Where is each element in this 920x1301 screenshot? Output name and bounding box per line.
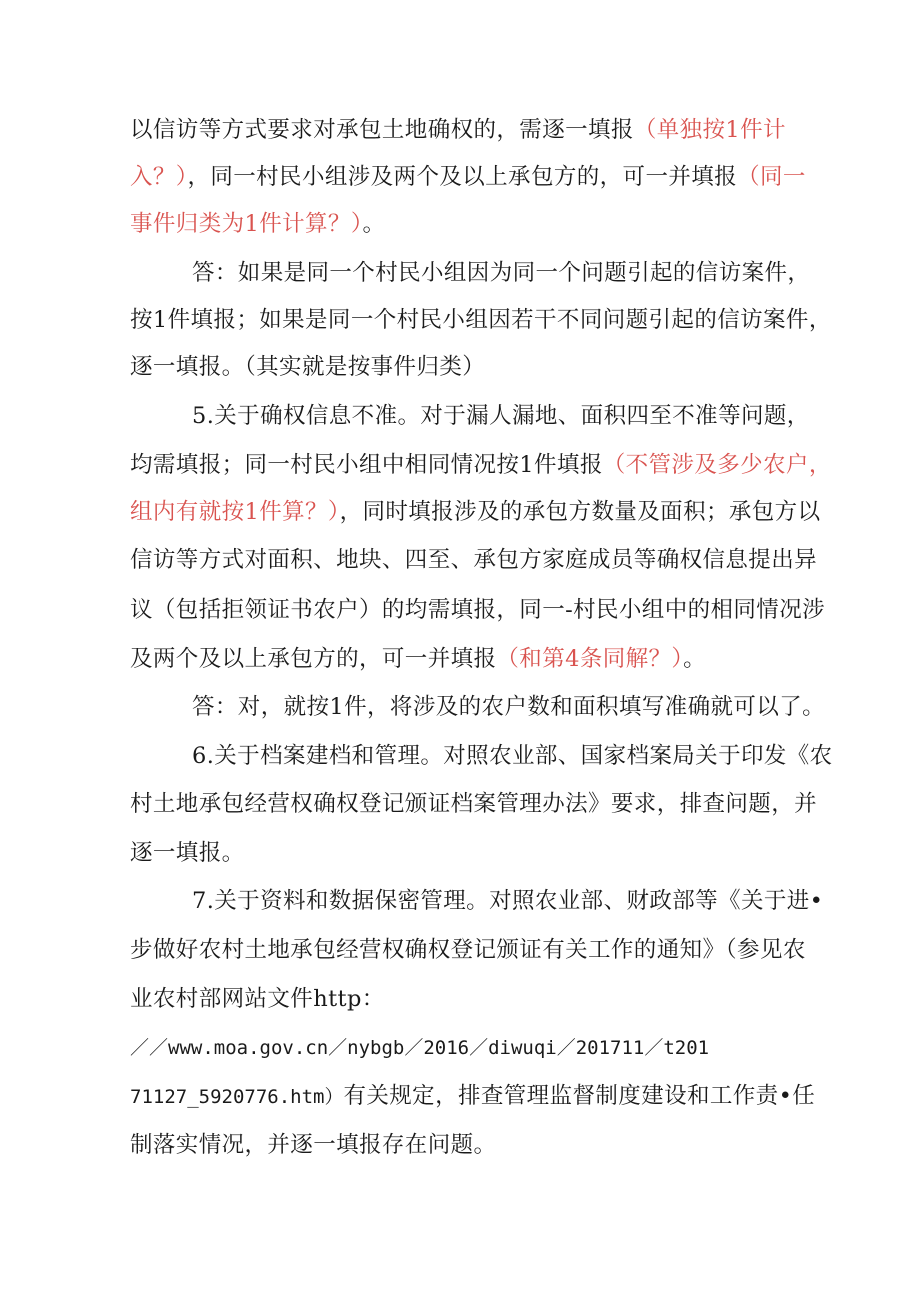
item-5-line-1: 5.关于确权信息不准。对于漏人漏地、面积四至不准等问题， xyxy=(192,403,810,429)
text: 以信访等方式要求对承包土地确权的，需逐一填报 xyxy=(130,117,634,143)
item-6-line-1: 6.关于档案建档和管理。对照农业部、国家档案局关于印发《农 xyxy=(192,743,833,769)
item-7-line-2: 步做好农村土地承包经营权确权登记颁证有关工作的通知》（参见农 xyxy=(130,937,806,963)
item-7-line-3: 业农村部网站文件http： xyxy=(130,986,385,1012)
annotation: 组内有就按1件算？） xyxy=(130,499,340,525)
text: ，同一村民小组涉及两个及以上承包方的，可一并填报 xyxy=(187,164,738,190)
paragraph-1-line-1 xyxy=(130,115,830,145)
item-5-line-3 xyxy=(130,497,830,527)
text: ，同时填报涉及的承包方数量及面积；承包方以 xyxy=(339,499,821,525)
annotation: （和第4条同解？） xyxy=(496,646,684,672)
item-6-line-3: 逐一填报。 xyxy=(130,840,245,866)
item-5-line-4: 信访等方式对面积、地块、四至、承包方家庭成员等确权信息提出异 xyxy=(130,547,818,573)
url-fragment: 71127_5920776.htm） xyxy=(130,1086,344,1108)
item-7-line-5 xyxy=(130,1081,830,1112)
text: 均需填报；同一村民小组中相同情况按1件填报 xyxy=(130,452,603,478)
item-5-line-6 xyxy=(130,644,830,674)
text: 及两个及以上承包方的，可一并填报 xyxy=(130,646,497,672)
answer-1-line-1: 答：如果是同一个村民小组因为同一个问题引起的信访案件， xyxy=(192,260,811,286)
item-5-line-2 xyxy=(130,450,830,480)
text: 。 xyxy=(362,211,386,237)
item-7-url-line: ／／www.moa.gov.cn／nybgb／2016／diwuqi／201711／t201 xyxy=(130,1037,710,1059)
item-6-line-2: 村土地承包经营权确权登记颁证档案管理办法》要求，排查问题，并 xyxy=(130,791,818,817)
text: 有关规定，排查管理监督制度建设和工作责•任 xyxy=(343,1083,816,1109)
paragraph-1-line-2 xyxy=(130,162,830,192)
annotation: （同一 xyxy=(737,164,806,190)
paragraph-1-line-3 xyxy=(130,209,830,239)
annotation: 事件归类为1件计算？） xyxy=(130,211,363,237)
annotation: 入？） xyxy=(130,164,188,190)
annotation: （不管涉及多少农户， xyxy=(602,452,832,478)
answer-1-line-3: 逐一填报。（其实就是按事件归类） xyxy=(130,354,486,380)
item-7-line-6: 制落实情况，并逐一填报存在问题。 xyxy=(130,1132,497,1158)
item-5-line-5: 议（包括拒领证书农户）的均需填报，同一-村民小组中的相同情况涉 xyxy=(130,597,826,623)
answer-2-line-1: 答：对，就按1件，将涉及的农户数和面积填写准确就可以了。 xyxy=(192,694,826,720)
text: 。 xyxy=(683,646,706,672)
annotation: （单独按1件计 xyxy=(633,117,786,143)
answer-1-line-2: 按1件填报；如果是同一个村民小组因若干不同问题引起的信访案件， xyxy=(130,307,832,333)
item-7-line-1: 7.关于资料和数据保密管理。对照农业部、财政部等《关于进• xyxy=(192,888,824,914)
